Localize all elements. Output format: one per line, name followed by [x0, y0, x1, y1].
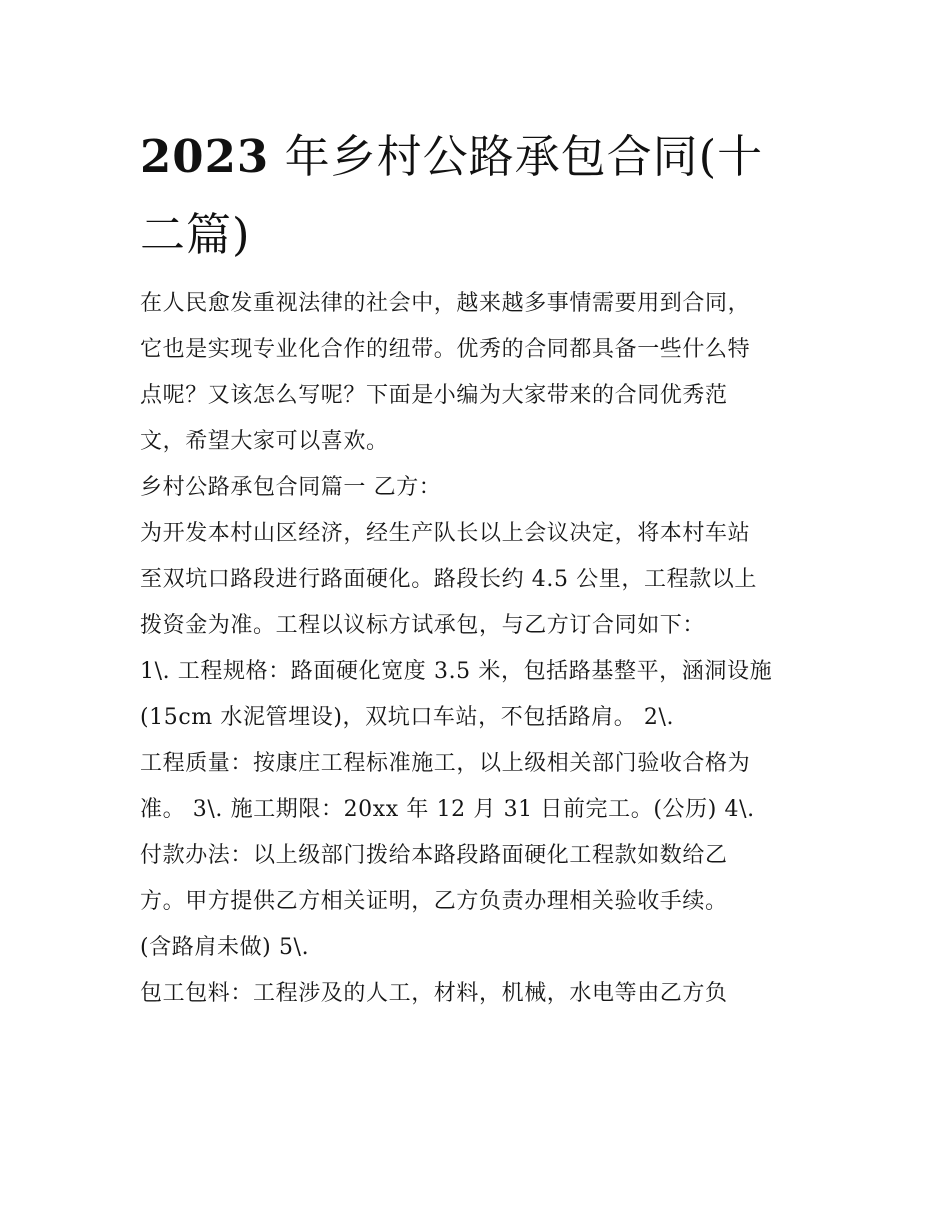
body-line: 至双坑口路段进行路面硬化。路段长约 4.5 公里，工程款以上	[140, 567, 757, 592]
clause-line: 方。甲方提供乙方相关证明，乙方负责办理相关验收手续。	[140, 889, 728, 914]
clause-line: (15cm 水泥管埋设)，双坑口车站，不包括路肩。 2\.	[140, 705, 675, 730]
clause-line: 1\. 工程规格：路面硬化宽度 3.5 米，包括路基整平，涵洞设施	[140, 659, 773, 684]
body-line: 拨资金为准。工程以议标方试承包，与乙方订合同如下：	[140, 613, 706, 638]
section-heading: 乡村公路承包合同篇一 乙方：	[140, 475, 442, 500]
clause-line: (含路肩未做) 5\.	[140, 935, 310, 960]
body-line: 点呢？又该怎么写呢？下面是小编为大家带来的合同优秀范	[140, 383, 728, 408]
body-line: 文，希望大家可以喜欢。	[140, 429, 389, 454]
body-line: 在人民愈发重视法律的社会中，越来越多事情需要用到合同，	[140, 291, 751, 316]
clause-line: 工程质量：按康庄工程标准施工，以上级相关部门验收合格为	[140, 751, 751, 776]
body-line: 它也是实现专业化合作的纽带。优秀的合同都具备一些什么特	[140, 337, 751, 362]
document-title	[140, 118, 820, 274]
clause-line: 包工包料：工程涉及的人工，材料，机械，水电等由乙方负	[140, 981, 728, 1006]
clause-line: 准。 3\. 施工期限：20xx 年 12 月 31 日前完工。(公历) 4\.	[140, 797, 755, 822]
clause-line: 付款办法：以上级部门拨给本路段路面硬化工程款如数给乙	[140, 843, 728, 868]
title-line1-text: 年乡村公路承包合同(十	[284, 130, 764, 183]
body-line: 为开发本村山区经济，经生产队长以上会议决定，将本村车站	[140, 521, 751, 546]
document-body	[140, 281, 820, 1017]
title-line2-text: 二篇)	[140, 208, 251, 261]
title-year: 2023	[140, 130, 270, 183]
